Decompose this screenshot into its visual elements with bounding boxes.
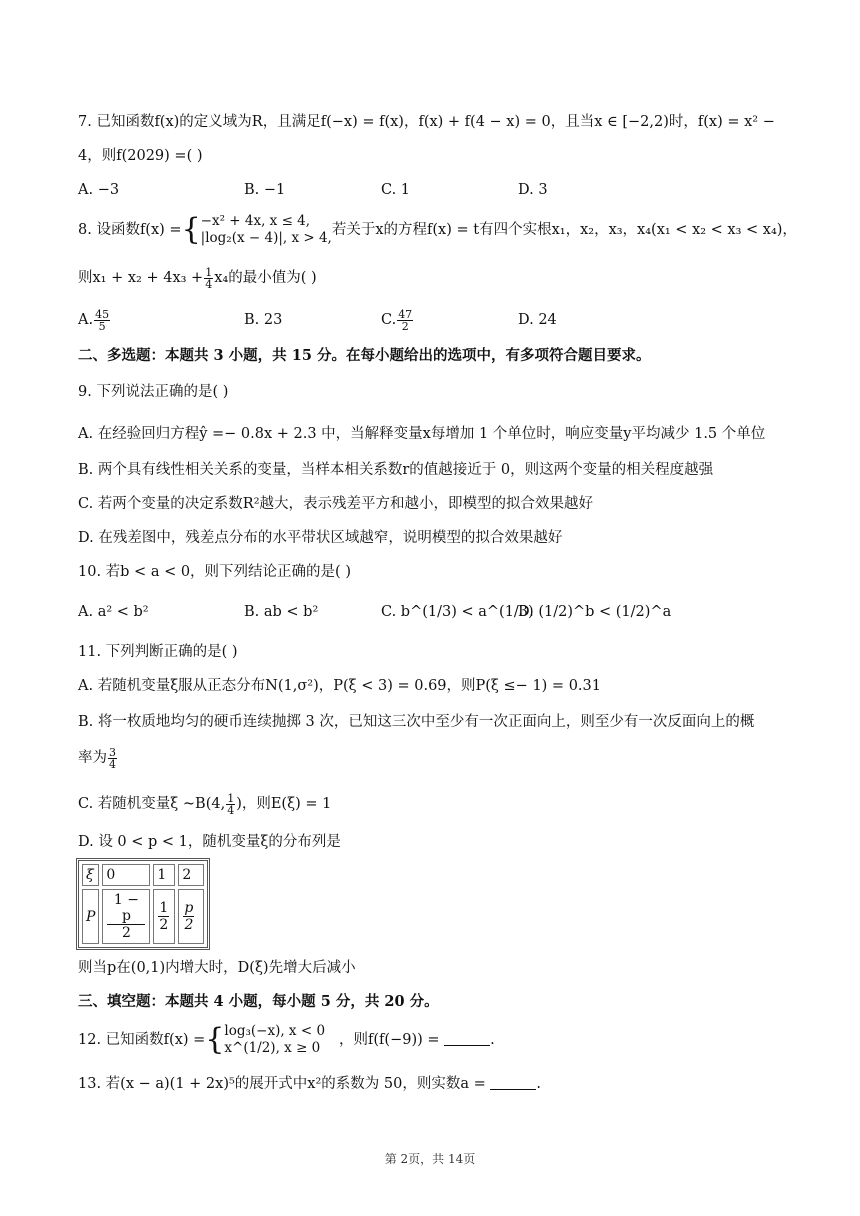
q8-case2: |log₂(x − 4)|, x > 4, <box>200 230 332 246</box>
q11-option-d-conclusion: 则当p在(0,1)内增大时，D(ξ)先增大后减小 <box>78 960 356 976</box>
section-2-heading: 二、多选题：本题共 3 小题，共 15 分。在每小题给出的选项中，有多项符合题目要求。 <box>78 347 651 364</box>
q11-b2-den: 4 <box>109 757 116 771</box>
q12-prefix: 12. 已知函数f(x) = <box>78 1032 206 1048</box>
q11-c-suffix: )，则E(ξ) = 1 <box>236 796 332 812</box>
q8-case1: −x² + 4x, x ≤ 4, <box>200 213 311 229</box>
q8-stem-line1 <box>78 212 797 248</box>
q8-line2-prefix: 则x₁ + x₂ + 4x₃ + <box>78 270 204 286</box>
q7-stem-line2: 4，则f(2029) =( ) <box>78 148 203 164</box>
q11-b2-frac <box>108 747 117 770</box>
q7-stem-line1: 7. 已知函数f(x)的定义域为R，且满足f(−x) = f(x)，f(x) + f(4 − x) = 0，且当x ∈ [−2,2)时，f(x) = x² − <box>78 114 775 130</box>
q9-option-a: A. 在经验回归方程ŷ =− 0.8x + 2.3 中，当解释变量x每增加 1 个单位时，响应变量y平均减少 1.5 个单位 <box>78 426 766 442</box>
q8-option-a-den: 5 <box>98 319 106 333</box>
page-footer: 第 2页，共 14页 <box>384 1152 476 1166</box>
table-cell: 2 <box>178 864 204 886</box>
table-frac-num: p <box>184 900 194 916</box>
table-frac-den: 2 <box>184 917 194 933</box>
q12-case2: x^(1/2), x ≥ 0 <box>224 1040 321 1056</box>
q13-answer-blank[interactable] <box>490 1075 536 1090</box>
q8-frac-num: 1 <box>205 265 213 279</box>
table-frac <box>183 900 194 933</box>
q9-stem: 9. 下列说法正确的是( ) <box>78 384 229 400</box>
table-cell: P <box>82 889 99 944</box>
q9-option-c: C. 若两个变量的决定系数R²越大，表示残差平方和越小，即模型的拟合效果越好 <box>78 496 594 512</box>
q11-option-c <box>78 790 331 818</box>
q11-b2-prefix: 率为 <box>78 750 107 766</box>
q13-stem <box>78 1074 541 1094</box>
q8-option-c-label: C. <box>381 312 397 328</box>
q11-c-prefix: C. 若随机变量ξ ~B(4, <box>78 796 226 812</box>
q12-suffix: ，则f(f(−9)) = <box>339 1032 440 1048</box>
q8-prefix: 8. 设函数f(x) = <box>78 222 182 238</box>
q10-stem: 10. 若b < a < 0，则下列结论正确的是( ) <box>78 564 351 580</box>
q10-option-a: A. a² < b² <box>78 604 149 620</box>
q8-option-a-label: A. <box>78 312 94 328</box>
table-cell: 1 <box>153 864 175 886</box>
q9-option-d: D. 在残差图中，残差点分布的水平带状区域越窄，说明模型的拟合效果越好 <box>78 530 563 546</box>
q11-option-b-line1: B. 将一枚质地均匀的硬币连续抛掷 3 次，已知这三次中至少有一次正面向上，则至少有一次反面向上的概 <box>78 714 755 730</box>
q11-b2-num: 3 <box>109 745 116 759</box>
q8-cases <box>201 213 332 247</box>
q10-option-b: B. ab < b² <box>244 604 319 620</box>
q8-option-a <box>78 306 111 334</box>
q8-line2-suffix: x₄的最小值为( ) <box>214 270 317 286</box>
q9-option-b: B. 两个具有线性相关关系的变量，当样本相关系数r的值越接近于 0，则这两个变量的相关程度越强 <box>78 462 714 478</box>
q13-end: . <box>536 1076 541 1092</box>
q7-option-c: C. 1 <box>381 182 411 198</box>
q8-option-d: D. 24 <box>518 312 557 328</box>
q7-option-d: D. 3 <box>518 182 548 198</box>
q8-option-c-den: 2 <box>401 319 409 333</box>
q11-c-frac <box>226 793 235 816</box>
q12-stem <box>78 1022 495 1058</box>
q10-option-c: C. b^(1/3) < a^(1/3) <box>381 604 534 620</box>
q12-case1: log₃(−x), x < 0 <box>224 1023 326 1039</box>
table-row <box>82 864 204 886</box>
table-frac <box>158 900 169 933</box>
table-frac-num: 1 − p <box>107 892 145 925</box>
section-3-heading: 三、填空题：本题共 4 小题，每小题 5 分，共 20 分。 <box>78 993 439 1010</box>
q12-answer-blank[interactable] <box>444 1031 490 1046</box>
table-frac <box>107 892 145 941</box>
q11-option-d: D. 设 0 < p < 1，随机变量ξ的分布列是 <box>78 834 341 850</box>
q12-brace: { <box>205 1022 225 1057</box>
q8-option-a-frac <box>94 309 110 332</box>
table-cell <box>153 889 175 944</box>
table-frac-den: 2 <box>159 917 169 933</box>
q8-option-c-frac <box>397 309 413 332</box>
q11-option-b-line2 <box>78 744 118 772</box>
q8-brace: { <box>181 212 201 247</box>
q12-cases <box>224 1023 325 1057</box>
q8-frac-den: 4 <box>205 277 213 291</box>
q8-stem-line2 <box>78 264 317 292</box>
q8-option-a-num: 45 <box>95 307 110 321</box>
q10-option-d: D. (1/2)^b < (1/2)^a <box>518 604 672 620</box>
q13-text: 13. 若(x − a)(1 + 2x)⁵的展开式中x²的系数为 50，则实数a = <box>78 1076 486 1092</box>
table-row <box>82 889 204 944</box>
q11-stem: 11. 下列判断正确的是( ) <box>78 644 238 660</box>
table-cell: ξ <box>82 864 99 886</box>
table-cell <box>102 889 150 944</box>
q8-option-c <box>381 306 414 334</box>
distribution-table <box>76 858 210 950</box>
q8-suffix: 若关于x的方程f(x) = t有四个实根x₁，x₂，x₃，x₄(x₁ < x₂ < x₃ < x₄)， <box>331 222 797 238</box>
table-cell: 0 <box>102 864 150 886</box>
table-frac-den: 2 <box>121 925 131 941</box>
table-frac-num: 1 <box>159 900 169 916</box>
table-cell <box>178 889 204 944</box>
q11-option-a: A. 若随机变量ξ服从正态分布N(1,σ²)，P(ξ < 3) = 0.69，则P(ξ ≤− 1) = 0.31 <box>78 678 601 694</box>
q11-c-den: 4 <box>227 803 235 817</box>
q8-fraction <box>204 267 213 290</box>
q8-option-b: B. 23 <box>244 312 283 328</box>
q11-c-num: 1 <box>227 791 235 805</box>
q8-option-c-num: 47 <box>398 307 413 321</box>
q7-option-a: A. −3 <box>78 182 120 198</box>
q12-end: . <box>490 1032 495 1048</box>
q7-option-b: B. −1 <box>244 182 286 198</box>
